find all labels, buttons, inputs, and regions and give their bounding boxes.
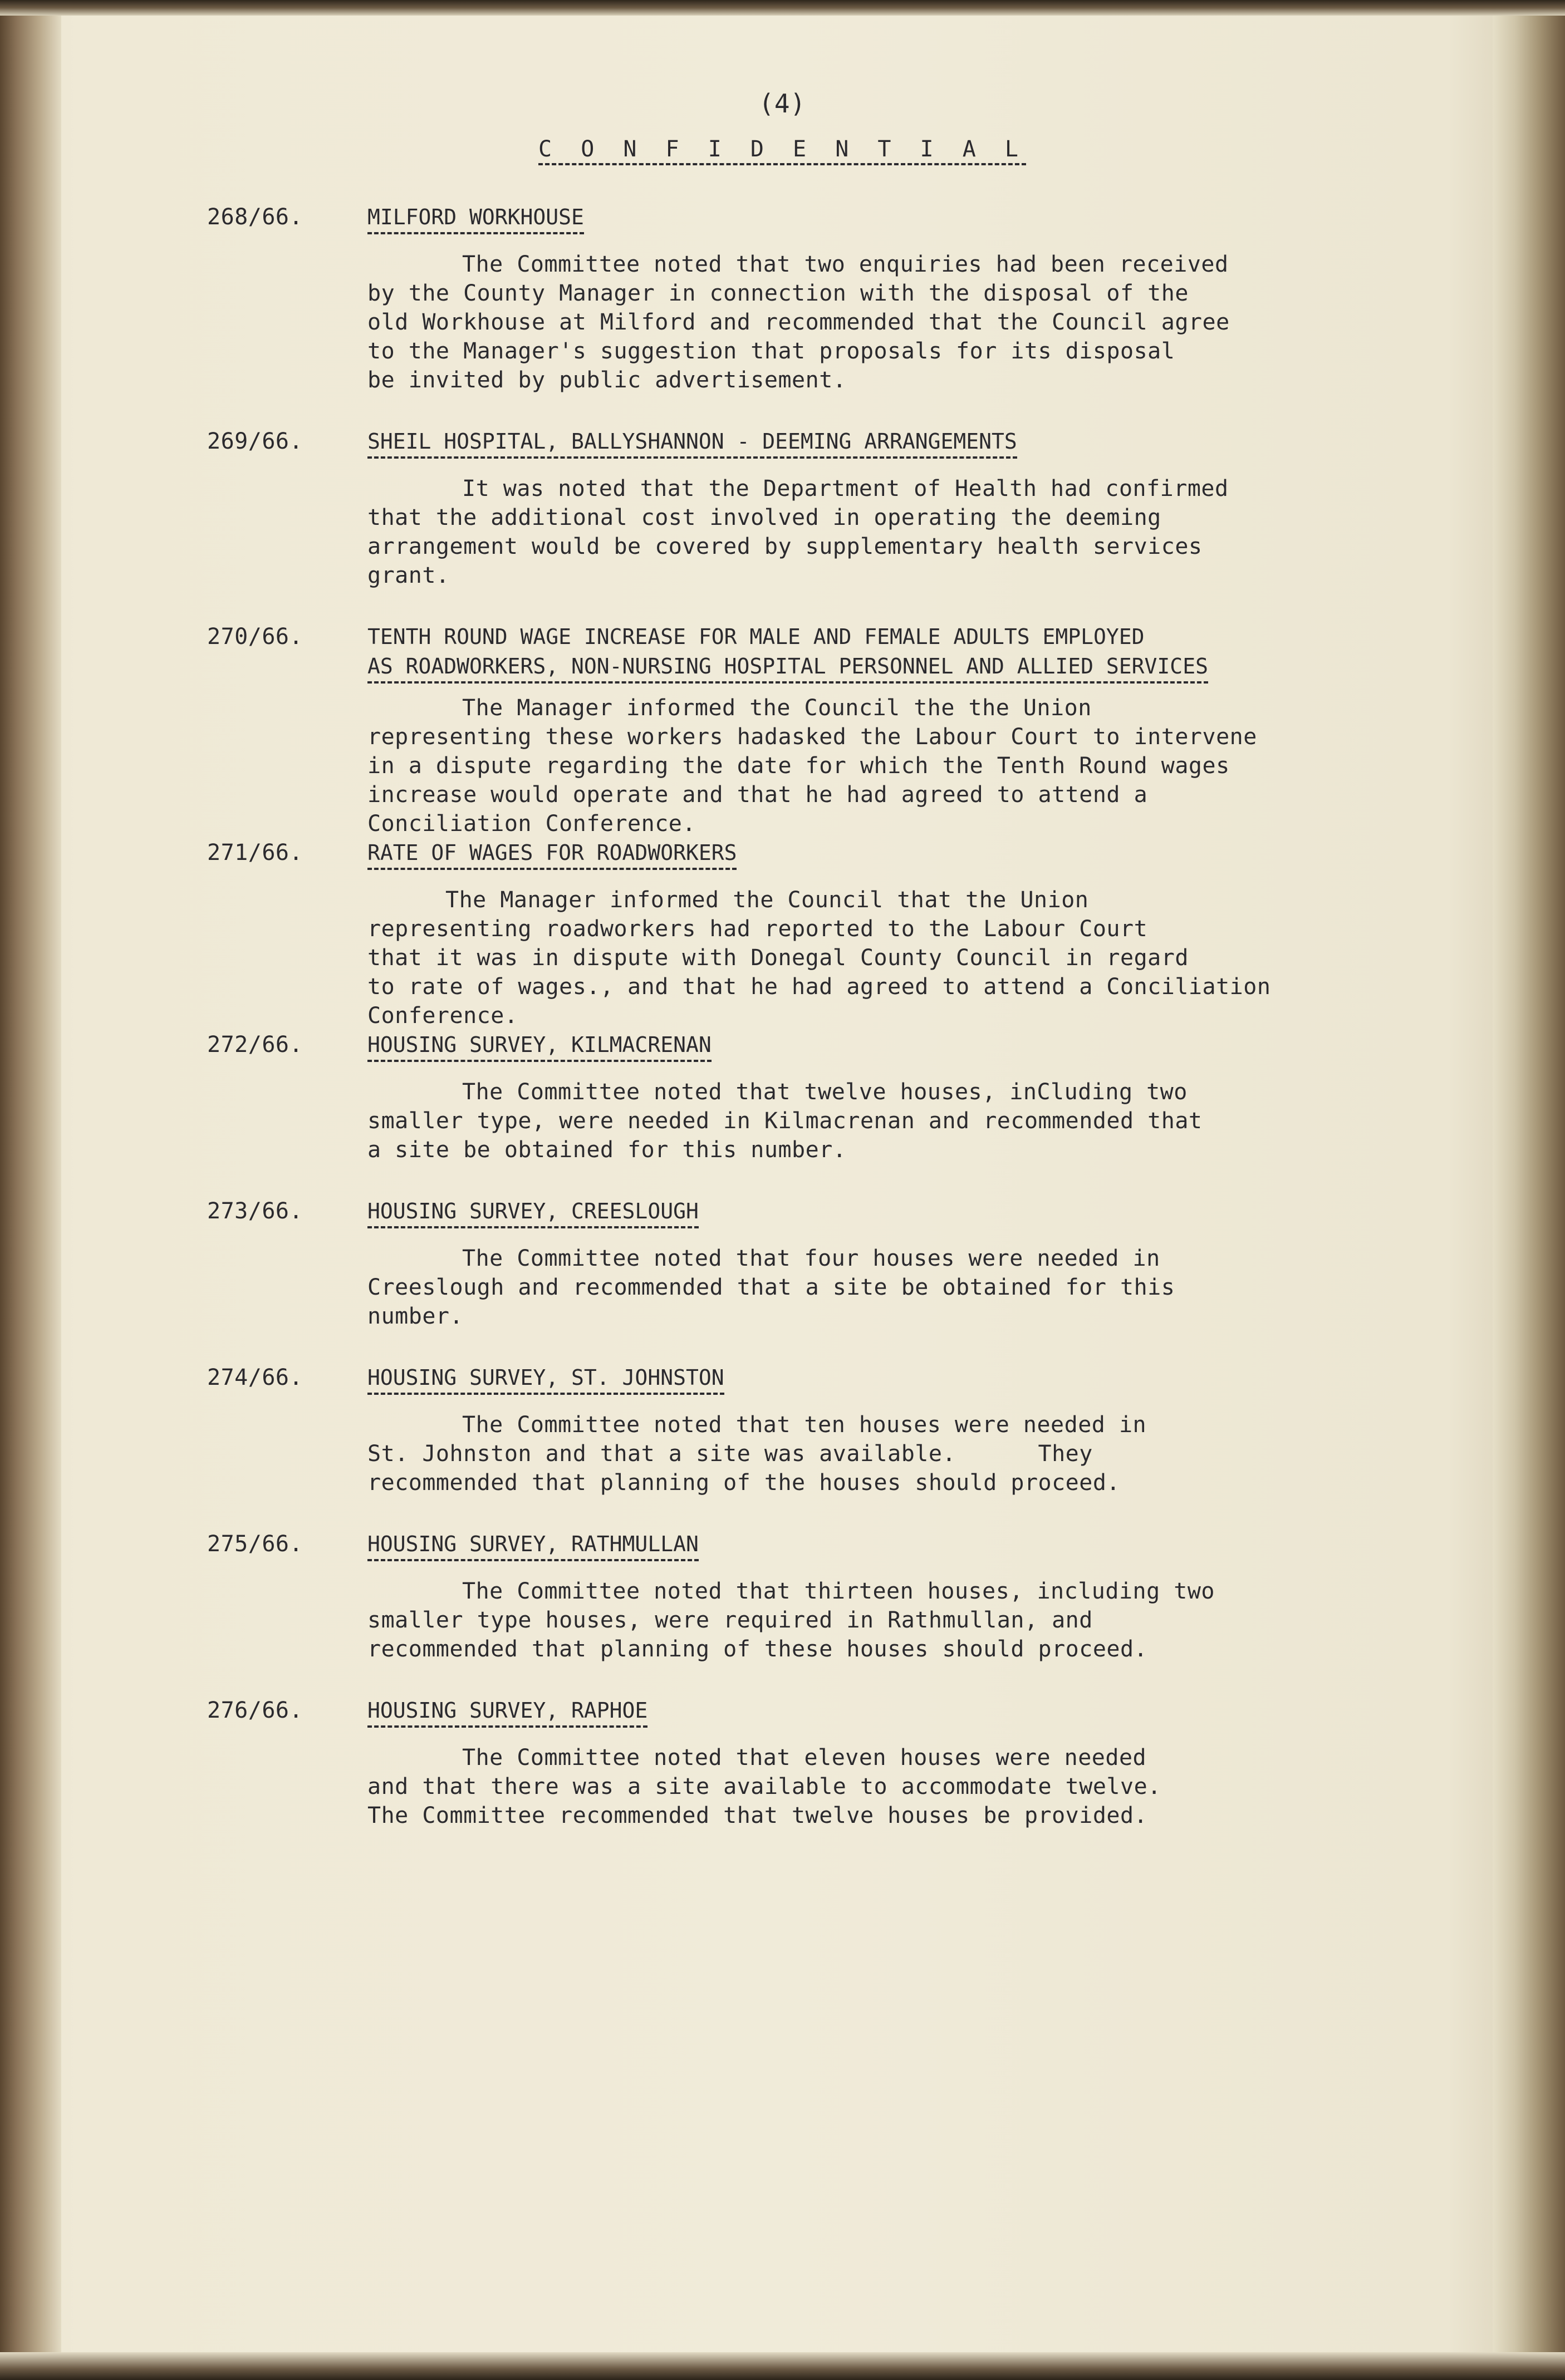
minute-body — [367, 1530, 1425, 1664]
minute-body — [367, 203, 1425, 395]
minute-heading: MILFORD WORKHOUSE — [367, 203, 584, 234]
page-top-edge — [0, 0, 1565, 16]
minute-text: The Committee noted that thirteen houses, including two smaller type houses, were required in Rathmullan, and recommended that planning of these houses should proceed. — [367, 1579, 1215, 1662]
minute-text: The Committee noted that ten houses were needed in St. Johnston and that a site was available. They recommended that planning of the houses should proceed. — [367, 1412, 1147, 1496]
minute-text: It was noted that the Department of Health had confirmed that the additional cost involved in operating the deeming arrangement would be covered by supplementary health services grant. — [367, 476, 1229, 588]
minute-number: 275/66. — [207, 1531, 303, 1557]
minute-item — [207, 838, 1436, 1030]
minute-body — [367, 622, 1425, 838]
minute-number: 271/66. — [207, 840, 303, 866]
minute-heading: HOUSING SURVEY, RAPHOE — [367, 1696, 647, 1728]
minute-item — [207, 427, 1436, 590]
minute-heading-line-2: AS ROADWORKERS, NON-NURSING HOSPITAL PERSONNEL AND ALLIED SERVICES — [367, 652, 1208, 683]
minute-text: The Committee noted that eleven houses were needed and that there was a site available to accommodate twelve. The Committee recommended that twelve houses be provided. — [367, 1745, 1161, 1828]
minute-number: 272/66. — [207, 1032, 303, 1058]
minute-item — [207, 1363, 1436, 1497]
minute-item — [207, 1696, 1436, 1830]
minute-number: 274/66. — [207, 1365, 303, 1390]
minute-text: The Committee noted that two enquiries had been received by the County Manager in connection with the disposal of the old Workhouse at Milford and recommended that the Council agree to the Manager's suggestion that proposals for its disposal be invited by public advertisement. — [367, 252, 1230, 393]
minute-body — [367, 838, 1425, 1030]
minute-number: 268/66. — [207, 204, 303, 230]
minute-item — [207, 622, 1436, 838]
minute-text: The Manager informed the Council the the Union representing these workers hadasked the Labour Court to intervene in a dispute regarding the date for which the Tenth Round wages increase would operate and that he had agreed to attend a Conciliation Conference. — [367, 695, 1257, 837]
minute-heading: RATE OF WAGES FOR ROADWORKERS — [367, 838, 737, 870]
minute-number: 273/66. — [207, 1198, 303, 1224]
minute-body — [367, 1030, 1425, 1164]
minute-heading: HOUSING SURVEY, KILMACRENAN — [367, 1030, 712, 1062]
document-content — [207, 88, 1436, 1862]
minute-heading: HOUSING SURVEY, CREESLOUGH — [367, 1197, 699, 1228]
minute-number: 269/66. — [207, 429, 303, 454]
page-bottom-edge — [0, 2352, 1565, 2380]
minute-text: The Committee noted that four houses were needed in Creeslough and recommended that a site be obtained for this number. — [367, 1246, 1175, 1329]
minute-heading: SHEIL HOSPITAL, BALLYSHANNON - DEEMING ARRANGEMENTS — [367, 427, 1017, 459]
minute-item — [207, 1030, 1436, 1164]
binding-left-edge — [0, 0, 61, 2380]
minute-heading: HOUSING SURVEY, RATHMULLAN — [367, 1530, 699, 1561]
binding-right-edge — [1493, 0, 1565, 2380]
classification-label: C O N F I D E N T I A L — [538, 136, 1026, 165]
minute-item — [207, 1197, 1436, 1331]
minute-number: 276/66. — [207, 1698, 303, 1723]
page-number: (4) — [758, 88, 806, 119]
minute-item — [207, 1530, 1436, 1664]
minute-body — [367, 1696, 1425, 1830]
minute-body — [367, 1363, 1425, 1497]
minute-item — [207, 203, 1436, 395]
minute-heading-line-1: TENTH ROUND WAGE INCREASE FOR MALE AND FEMALE ADULTS EMPLOYED — [367, 624, 1145, 649]
minute-text: The Manager informed the Council that the Union representing roadworkers had reported to the Labour Court that it was in dispute with Donegal County Council in regard to rate of wages., and that he had agreed to attend a Conciliation Conference. — [367, 887, 1271, 1029]
classification-heading — [212, 135, 1353, 164]
minute-text: The Committee noted that twelve houses, inCluding two smaller type, were needed in Kilmacrenan and recommended that a site be obtained for this number. — [367, 1079, 1203, 1163]
minute-number: 270/66. — [207, 624, 303, 650]
minute-heading — [367, 622, 1425, 683]
minute-heading: HOUSING SURVEY, ST. JOHNSTON — [367, 1363, 724, 1395]
minute-body — [367, 427, 1425, 590]
minute-body — [367, 1197, 1425, 1331]
